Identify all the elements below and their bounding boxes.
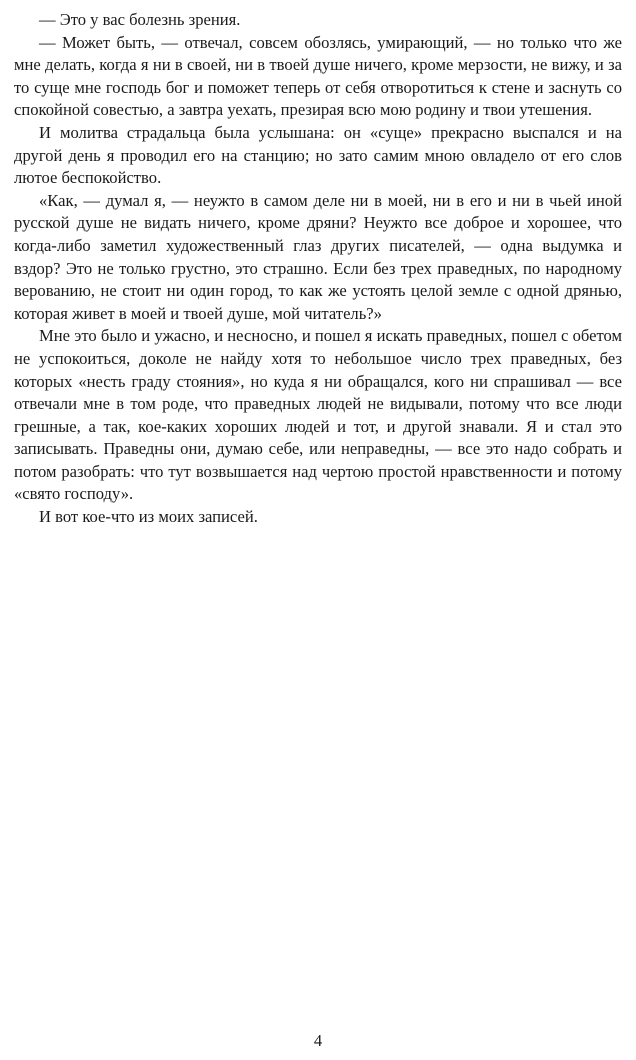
paragraph-2: — Может быть, — отвечал, совсем обозлясь, умирающий, — но только что же мне делать, когда я ни в своей, ни в твоей душе ничего, кроме мерзости, не вижу, и за то суще мне господь бог и поможет теперь от себя отворотиться к стене и заснуть со спокойной совестью, а завтра уехать, презирая всю мою родину и твои утешения. bbox=[14, 32, 622, 120]
body-text bbox=[14, 9, 622, 529]
paragraph-5: Мне это было и ужасно, и несносно, и пошел я искать праведных, пошел с обетом не успокоиться, доколе не найду хотя то небольшое число трех праведных, без которых «несть граду стояния», но куда я ни обращался, кого ни спрашивал — все отвечали мне в том роде, что праведных людей не видывали, потому что все люди грешные, а так, кое-каких хороших людей и тот, и другой знавали. Я и стал это записывать. Праведны они, думаю себе, или неправедны, — все это надо собрать и потом разобрать: что тут возвышается над чертою простой нравственности и потому «свято господу». bbox=[14, 326, 622, 504]
paragraph-4: «Как, — думал я, — неужто в самом деле ни в моей, ни в его и ни в чьей иной русской душе не видать ничего, кроме дряни? Неужто все доброе и хорошее, что когда-либо заметил художественный глаз других писателей, — одна выдумка и вздор? Это не только грустно, это страшно. Если без трех праведных, по народному верованию, не стоит ни один город, то как же устоять целой земле с одной дрянью, которая живет в моей и твоей душе, мой читатель?» bbox=[14, 190, 622, 323]
paragraph-1: — Это у вас болезнь зрения. bbox=[39, 10, 241, 29]
paragraph-6: И вот кое-что из моих записей. bbox=[39, 507, 258, 527]
paragraph-3: И молитва страдальца была услышана: он «суще» прекрасно выспался и на другой день я проводил его на станцию; но зато самим мною овладело от его слов лютое беспокойство. bbox=[14, 122, 622, 188]
page-number: 4 bbox=[313, 1031, 323, 1050]
